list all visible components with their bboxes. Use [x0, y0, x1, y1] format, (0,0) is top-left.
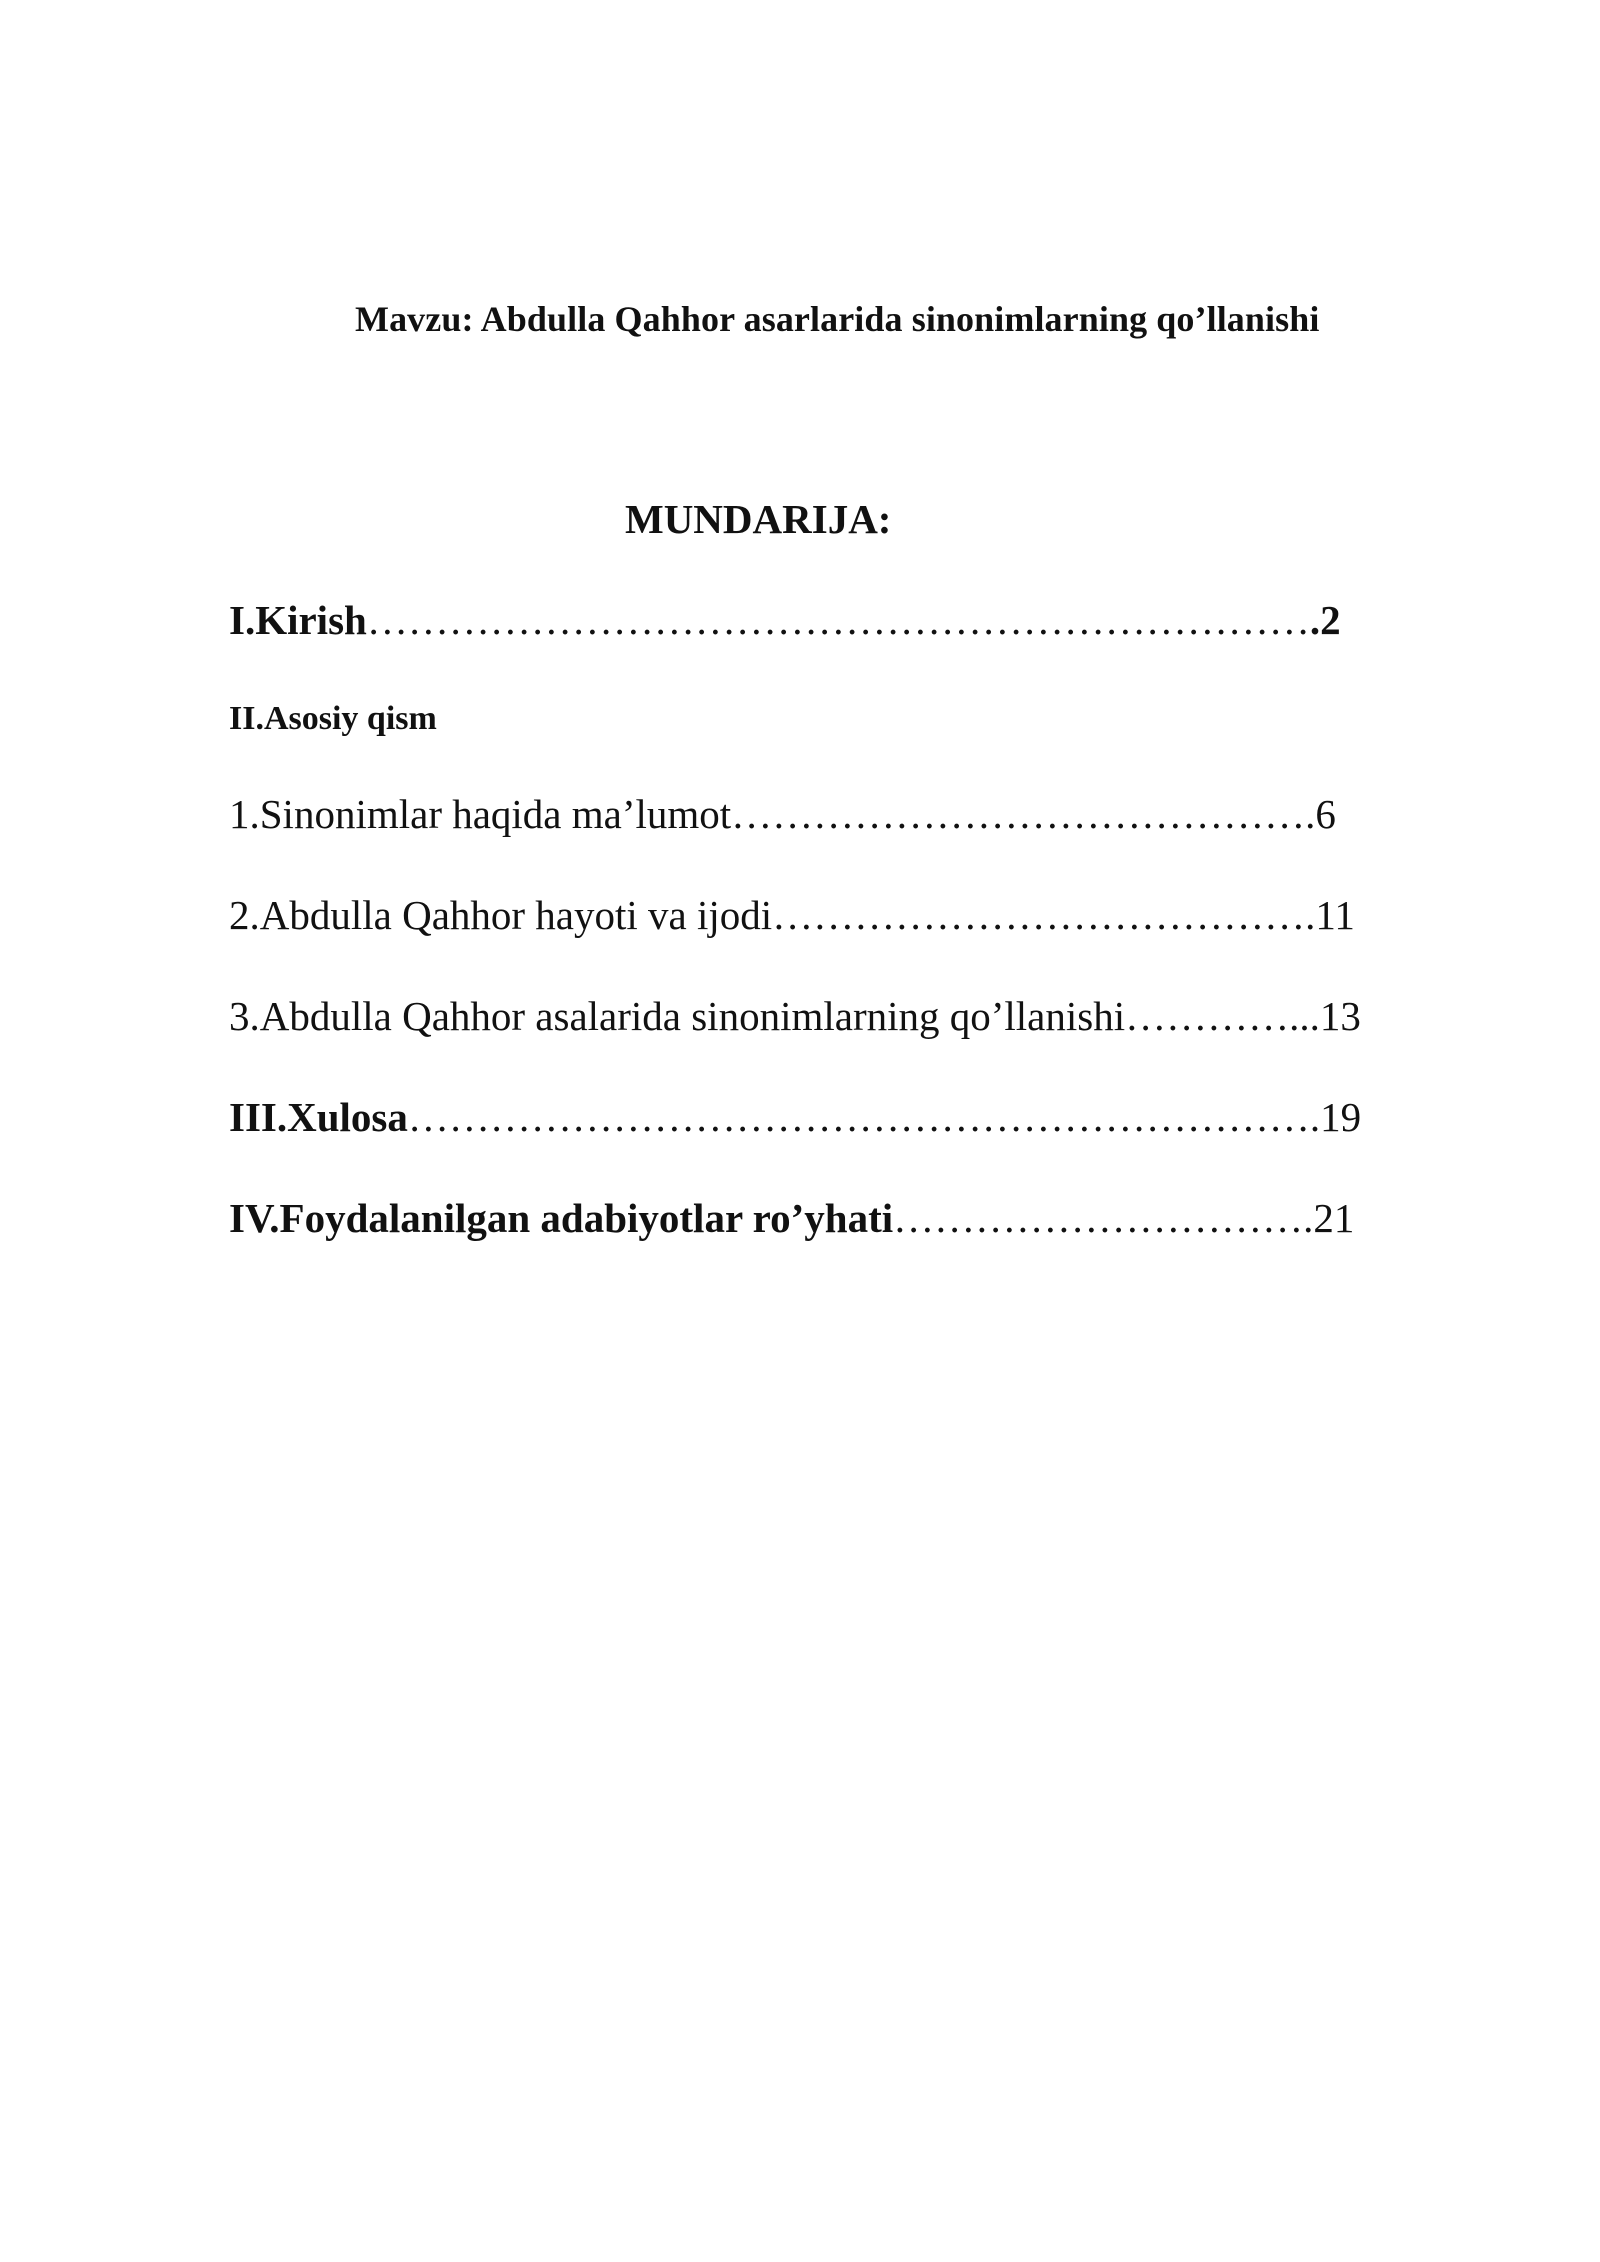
toc-entry-label: IV.Foydalanilgan adabiyotlar ro’yhati [229, 1195, 894, 1241]
toc-entry-hayoti [229, 892, 1355, 938]
toc-entry-label: 2.Abdulla Qahhor hayoti va ijodi [229, 892, 773, 938]
toc-entry-xulosa [229, 1094, 1362, 1140]
toc-entry-page: .21 [1303, 1195, 1355, 1241]
toc-entry-adabiyotlar [229, 1195, 1355, 1241]
toc-section-asosiy: II.Asosiy qism [229, 700, 437, 737]
toc-heading: MUNDARIJA: [625, 496, 892, 542]
toc-entry-page: .19 [1309, 1094, 1362, 1140]
toc-entry-label: III.Xulosa [229, 1094, 408, 1140]
toc-entry-leader: ………… [1125, 993, 1290, 1039]
toc-entry-label: 3.Abdulla Qahhor asalarida sinonimlarning qo’llanishi [229, 993, 1126, 1039]
toc-entry-leader: ………………………………… [772, 892, 1306, 938]
toc-entry-page: .11 [1305, 892, 1355, 938]
toc-entry-leader: ………………………… [893, 1195, 1304, 1241]
toc-entry-label: I.Kirish [229, 597, 367, 643]
topic-title: Mavzu: Abdulla Qahhor asarlarida sinonimlarning qo’llanishi [355, 299, 1320, 339]
toc-entry-page: .6 [1305, 791, 1336, 837]
toc-entry-sinonimlar [229, 791, 1336, 837]
toc-entry-label: 1.Sinonimlar haqida ma’lumot [229, 791, 732, 837]
toc-entry-leader: ………………………………………………………… [407, 1094, 1310, 1140]
toc-entry-kirish [229, 597, 1341, 643]
toc-entry-asalarida [229, 993, 1361, 1039]
toc-entry-page: ...13 [1289, 993, 1361, 1039]
toc-entry-leader: …………………………………………………………… [366, 597, 1310, 643]
toc-entry-leader: …………………………………… [731, 791, 1306, 837]
toc-entry-page: .2 [1309, 597, 1341, 643]
